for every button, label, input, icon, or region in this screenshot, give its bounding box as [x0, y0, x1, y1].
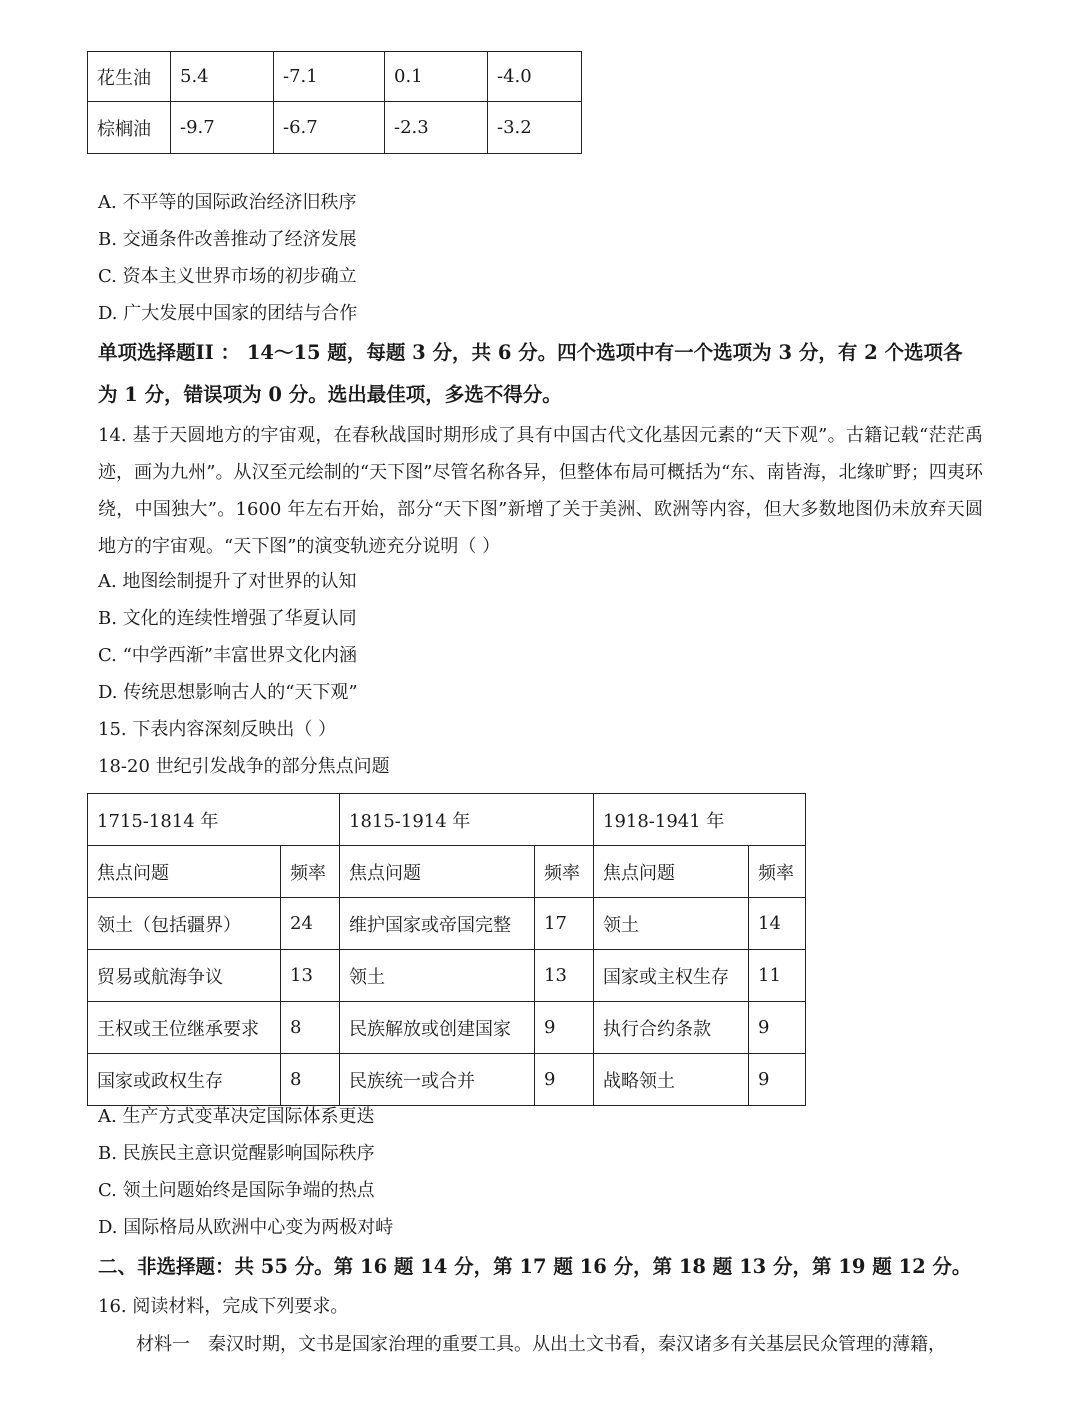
table-cell: -7.1	[274, 52, 385, 102]
table-cell: 领土（包括疆界）	[88, 898, 281, 950]
table-cell: 14	[749, 898, 806, 950]
table-header-row	[88, 794, 806, 846]
table-row	[88, 102, 582, 154]
table-cell: 民族解放或创建国家	[340, 1002, 535, 1054]
table-cell: 8	[281, 1002, 340, 1054]
q13-option-b: B. 交通条件改善推动了经济发展	[98, 229, 357, 250]
table-cell: 13	[535, 950, 594, 1002]
q14-stem: 14. 基于天圆地方的宇宙观，在春秋战国时期形成了具有中国古代文化基因元素的“天下观”。古籍记载“茫茫禹迹，画为九州”。从汉至元绘制的“天下图”尽管名称各异，但整体布局可概括为“东、南皆海，北缘旷野；四夷环绕，中国独大”。1600 年左右开始，部分“天下图”新增了关于美洲、欧洲等内容，但大多数地图仍未放弃天圆地方的宇宙观。“天下图”的演变轨迹充分说明（ ）	[98, 425, 983, 557]
column-header: 焦点问题	[88, 846, 281, 898]
period-header: 1815-1914 年	[340, 794, 594, 846]
table-cell: 领土	[340, 950, 535, 1002]
q15-stem: 15. 下表内容深刻反映出（ ）	[98, 719, 337, 740]
table-cell: 执行合约条款	[594, 1002, 749, 1054]
table-cell: 国家或政权生存	[88, 1054, 281, 1106]
q15-option-b: B. 民族民主意识觉醒影响国际秩序	[98, 1143, 375, 1164]
table-cell: 17	[535, 898, 594, 950]
q13-option-d: D. 广大发展中国家的团结与合作	[98, 303, 358, 324]
column-header: 焦点问题	[340, 846, 535, 898]
table-cell: -4.0	[488, 52, 582, 102]
table-cell: 9	[535, 1002, 594, 1054]
oil-price-table	[87, 51, 582, 154]
table-cell: 9	[749, 1054, 806, 1106]
table-cell: 贸易或航海争议	[88, 950, 281, 1002]
table-cell: 0.1	[385, 52, 488, 102]
table-cell: 战略领土	[594, 1054, 749, 1106]
q14-option-b: B. 文化的连续性增强了华夏认同	[98, 608, 357, 629]
q16-stem: 16. 阅读材料，完成下列要求。	[98, 1296, 349, 1317]
table-row	[88, 1054, 806, 1106]
table-cell: 11	[749, 950, 806, 1002]
column-header: 频率	[535, 846, 594, 898]
table-cell: -9.7	[171, 102, 274, 154]
table-cell: 9	[535, 1054, 594, 1106]
q13-option-c: C. 资本主义世界市场的初步确立	[98, 266, 357, 287]
q14-option-d: D. 传统思想影响古人的“天下观”	[98, 682, 358, 703]
q15-option-d: D. 国际格局从欧洲中心变为两极对峙	[98, 1217, 394, 1238]
table-row	[88, 1002, 806, 1054]
table-cell: 国家或主权生存	[594, 950, 749, 1002]
column-header: 频率	[281, 846, 340, 898]
table-row	[88, 52, 582, 102]
column-header: 频率	[749, 846, 806, 898]
table-cell: 维护国家或帝国完整	[340, 898, 535, 950]
table-cell: 花生油	[88, 52, 171, 102]
section-header-line1: 单项选择题II ： 14～15 题，每题 3 分，共 6 分。四个选项中有一个选项为 3 分，有 2 个选项各	[98, 341, 963, 364]
q15-option-c: C. 领土问题始终是国际争端的热点	[98, 1180, 375, 1201]
table-cell: -2.3	[385, 102, 488, 154]
q15-option-a: A. 生产方式变革决定国际体系更迭	[98, 1106, 375, 1127]
period-header: 1918-1941 年	[594, 794, 806, 846]
section-header-line2: 为 1 分，错误项为 0 分。选出最佳项，多选不得分。	[98, 383, 562, 406]
column-header: 焦点问题	[594, 846, 749, 898]
table-cell: 24	[281, 898, 340, 950]
war-issues-table	[87, 793, 806, 1106]
q14-option-c: C. “中学西渐”丰富世界文化内涵	[98, 645, 357, 666]
table-subheader-row	[88, 846, 806, 898]
q14-option-a: A. 地图绘制提升了对世界的认知	[98, 571, 357, 592]
table-cell: -3.2	[488, 102, 582, 154]
table-row	[88, 898, 806, 950]
table-cell: 棕榈油	[88, 102, 171, 154]
table-cell: 民族统一或合并	[340, 1054, 535, 1106]
table-cell: 8	[281, 1054, 340, 1106]
table-cell: 王权或王位继承要求	[88, 1002, 281, 1054]
table-cell: -6.7	[274, 102, 385, 154]
q13-option-a: A. 不平等的国际政治经济旧秩序	[98, 192, 357, 213]
table-cell: 5.4	[171, 52, 274, 102]
period-header: 1715-1814 年	[88, 794, 340, 846]
q15-table-caption: 18-20 世纪引发战争的部分焦点问题	[98, 756, 390, 777]
table-row	[88, 950, 806, 1002]
table-cell: 领土	[594, 898, 749, 950]
part2-header: 二、非选择题：共 55 分。第 16 题 14 分，第 17 题 16 分，第 18 题 13 分，第 19 题 12 分。	[98, 1255, 972, 1278]
table-cell: 9	[749, 1002, 806, 1054]
table-cell: 13	[281, 950, 340, 1002]
q16-material1: 材料一 秦汉时期，文书是国家治理的重要工具。从出土文书看，秦汉诸多有关基层民众管理的薄籍，	[136, 1334, 946, 1355]
